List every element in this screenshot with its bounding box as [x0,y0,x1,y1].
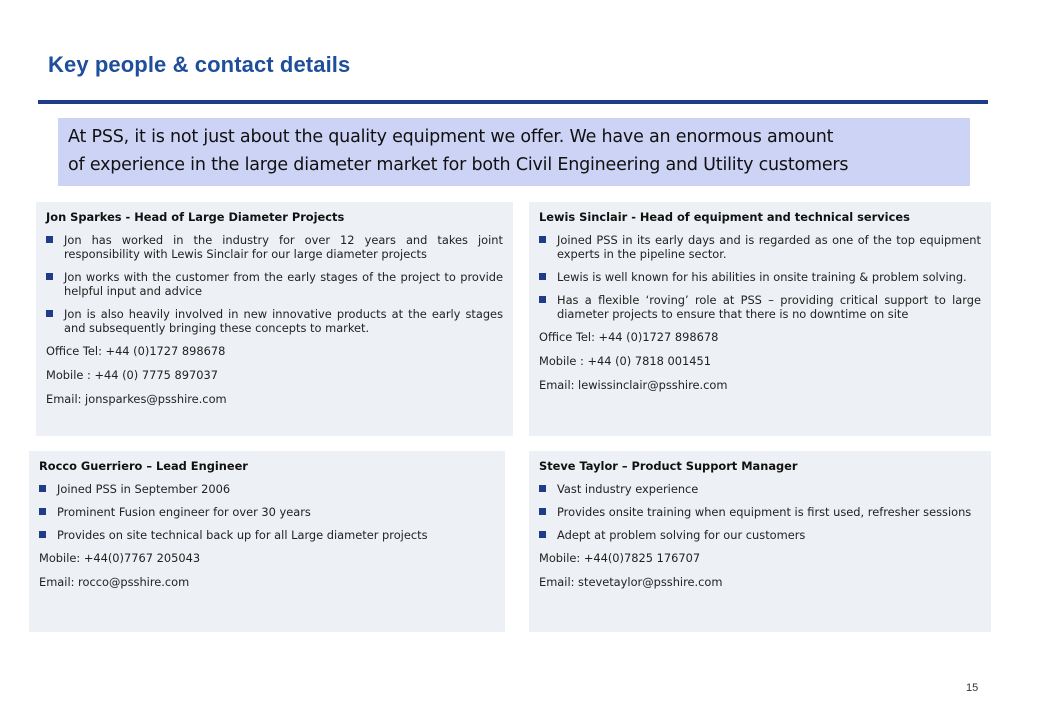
person-bullet-list [46,233,503,335]
page-number: 15 [966,682,979,694]
square-bullet-icon [539,273,546,280]
intro-line-1: At PSS, it is not just about the quality equipment we offer. We have an enormous amount [68,127,834,147]
person-heading: Steve Taylor – Product Support Manager [539,459,798,473]
person-bullet-list [539,233,981,321]
bullet-item [539,233,981,261]
person-card-rocco-guerriero [29,451,505,632]
bullet-text: Has a flexible ‘roving’ role at PSS – providing critical support to large diameter projects to ensure that there is no downtime on site [557,293,981,321]
square-bullet-icon [539,531,546,538]
page-title: Key people & contact details [48,52,351,77]
square-bullet-icon [46,310,53,317]
bullet-item [539,482,981,496]
title-divider [38,100,988,104]
person-card-lewis-sinclair [529,202,991,436]
intro-banner [58,118,970,186]
bullet-text: Jon is also heavily involved in new innovative products at the early stages and subsequently bringing these concepts to market. [64,307,503,335]
square-bullet-icon [539,296,546,303]
office-tel: Office Tel: +44 (0)1727 898678 [539,330,719,344]
bullet-text: Jon works with the customer from the early stages of the project to provide helpful input and advice [64,270,503,298]
bullet-text: Lewis is well known for his abilities in onsite training & problem solving. [557,270,967,284]
square-bullet-icon [539,508,546,515]
square-bullet-icon [539,236,546,243]
mobile-number: Mobile : +44 (0) 7775 897037 [46,368,218,382]
office-tel: Office Tel: +44 (0)1727 898678 [46,344,226,358]
person-card-steve-taylor [529,451,991,632]
email-address: Email: jonsparkes@psshire.com [46,392,227,406]
bullet-item [46,233,503,261]
square-bullet-icon [46,273,53,280]
bullet-item [39,482,495,496]
person-bullet-list [539,482,981,542]
person-heading: Jon Sparkes - Head of Large Diameter Projects [46,210,345,224]
square-bullet-icon [39,531,46,538]
person-heading: Lewis Sinclair - Head of equipment and technical services [539,210,910,224]
bullet-text: Joined PSS in September 2006 [57,482,231,496]
bullet-item [46,307,503,335]
square-bullet-icon [39,485,46,492]
bullet-item [539,528,981,542]
square-bullet-icon [39,508,46,515]
bullet-text: Vast industry experience [557,482,699,496]
bullet-text: Prominent Fusion engineer for over 30 years [57,505,311,519]
bullet-item [539,293,981,321]
bullet-item [539,505,981,519]
bullet-text: Jon has worked in the industry for over 12 years and takes joint responsibility with Lewis Sinclair for our large diameter projects [64,233,503,261]
mobile-number: Mobile : +44 (0) 7818 001451 [539,354,711,368]
mobile-number: Mobile: +44(0)7767 205043 [39,551,201,565]
person-bullet-list [39,482,495,542]
square-bullet-icon [539,485,546,492]
bullet-text: Provides on site technical back up for all Large diameter projects [57,528,428,542]
email-address: Email: rocco@psshire.com [39,575,190,589]
bullet-item [46,270,503,298]
mobile-number: Mobile: +44(0)7825 176707 [539,551,701,565]
bullet-text: Provides onsite training when equipment is first used, refresher sessions [557,505,972,519]
email-address: Email: lewissinclair@psshire.com [539,378,728,392]
bullet-item [39,528,495,542]
bullet-item [539,270,981,284]
bullet-item [39,505,495,519]
intro-line-2: of experience in the large diameter market for both Civil Engineering and Utility customers [68,155,849,175]
email-address: Email: stevetaylor@psshire.com [539,575,723,589]
bullet-text: Joined PSS in its early days and is regarded as one of the top equipment experts in the pipeline sector. [557,233,981,261]
square-bullet-icon [46,236,53,243]
person-card-jon-sparkes [36,202,513,436]
bullet-text: Adept at problem solving for our customers [557,528,806,542]
person-heading: Rocco Guerriero – Lead Engineer [39,459,248,473]
